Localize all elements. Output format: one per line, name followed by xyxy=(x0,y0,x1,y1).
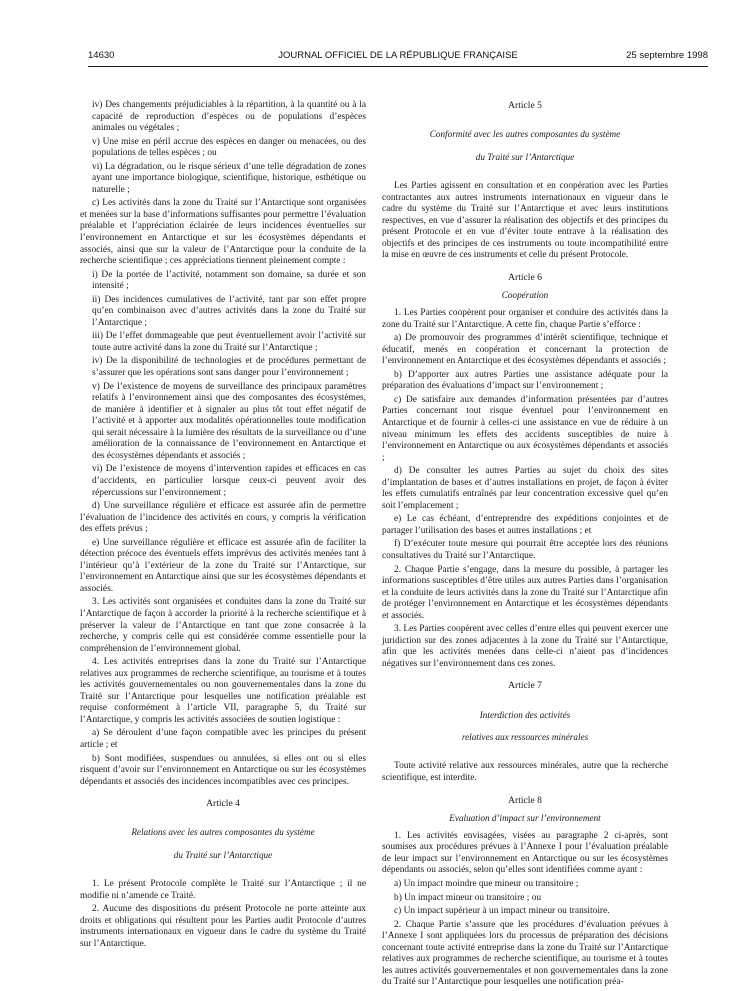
right-column xyxy=(382,100,668,991)
article-5-paragraph: Les Parties agissent en consultation et en coopération avec les Parties contractantes aux autres instruments internationaux en vigueur dans le cadre du système du Traité sur l’Antarctique et avec leurs institutions respectives, en vue d’assurer la réalisation des objectifs et des principes du présent Protocole et en vue d’éviter toute entrave à la réalisation des objectifs et des principes de ces instruments ou toute incompatibilité entre la mise en œuvre de ces instruments et celle du présent Protocole. xyxy=(382,181,668,261)
list-item: e) Le cas échéant, d’entreprendre des expéditions conjointes et de partager l’utilisation des bases et autres installations ; et xyxy=(382,514,668,536)
article-4-subtitle-line1: Relations avec les autres composantes du système xyxy=(131,827,315,838)
article-4-heading: Article 4 xyxy=(206,798,240,810)
page-number: 14630 xyxy=(88,50,115,61)
list-item: ii) Des incidences cumulatives de l’activité, tant par son effet propre qu’en combinaison avec d’autres activités dans la zone du Traité sur l’Antarctique ; xyxy=(92,294,366,328)
list-item: d) De consulter les autres Parties au sujet du choix des sites d’implantation de bases et d’autres installations en projet, de façon à éviter les effets cumulatifs entraînés par leur concentration excessive quel qu’en soit l’emplacement ; xyxy=(382,466,668,511)
article-4-subtitle-line2: du Traité sur l’Antarctique xyxy=(173,849,273,860)
paragraph-4: 4. Les activités entreprises dans la zone du Traité sur l’Antarctique relatives aux programmes de recherche scientifique, au tourisme et à toutes les activités gouvernementales ou non gouvernementales dans la zone du Traité sur l’Antarctique pour lesquelles une notification préalable est requise conformément à l’article VII, paragraphe 5, du Traité sur l’Antarctique, y compris les activités associées de soutien logistique : xyxy=(80,657,366,725)
article-6-paragraph-3: 3. Les Parties coopèrent avec celles d’entre elles qui peuvent exercer une juridiction sur des zones adjacentes à la zone du Traité sur l’Antarctique, afin que les activités menées dans celle-ci n’aient pas d’incidences négatives sur l’environnement dans ces zones. xyxy=(382,624,668,669)
list-item: iv) De la disponibilité de technologies et de procédures permettant de s’assurer que les opérations sont sans danger pour l’environnement ; xyxy=(92,356,366,379)
list-item: a) Un impact moindre que mineur ou transitoire ; xyxy=(394,878,579,889)
article-7-subtitle-line1: Interdiction des activités xyxy=(479,709,571,720)
list-item: b) D’apporter aux autres Parties une assistance adéquate pour la préparation des évaluations d’impact sur l’environnement ; xyxy=(382,369,668,392)
paragraph-4b: b) Sont modifiées, suspendues ou annulées, si elles ont ou si elles risquent d’avoir sur l’environnement en Antarctique ou sur les écosystèmes dépendants et associés des incidences incompatibles avec ces principes. xyxy=(80,753,366,787)
article-8-heading: Article 8 xyxy=(508,794,542,806)
paragraph-4a: a) Se déroulent d’une façon compatible avec les principes du présent article ; et xyxy=(80,728,366,750)
article-6-paragraph-2: 2. Chaque Partie s’engage, dans la mesure du possible, à partager les informations susceptibles d’être utiles aux autres Parties dans l’organisation et la conduite de leurs activités dans la zone du Traité sur l’Antarctique afin de protéger l’environnement en Antarctique et les écosystèmes dépendants et associés. xyxy=(382,564,668,621)
paragraph-c: c) Les activités dans la zone du Traité sur l’Antarctique sont organisées et menées sur la base d’informations suffisantes pour permettre l’évaluation préalable et l’appréciation éclairée de leurs incidences éventuelles sur l’environnement en Antarctique et sur les écosystèmes dépendants et associés, ainsi que sur la valeur de l’Antarctique pour la conduite de la recherche scientifique ; ces appréciations tiennent pleinement compte : xyxy=(80,198,366,267)
article-4-paragraph-1: 1. Le présent Protocole complète le Traité sur l’Antarctique ; il ne modifie ni n’amende ce Traité. xyxy=(80,879,366,901)
list-item: a) De promouvoir des programmes d’intérêt scientifique, technique et éducatif, menés en coopération et concernant la protection de l’environnement en Antarctique et des écosystèmes dépendants et associés ; xyxy=(382,333,668,367)
article-5-subtitle-line2: du Traité sur l’Antarctique xyxy=(475,151,575,162)
journal-title: JOURNAL OFFICIEL DE LA RÉPUBLIQUE FRANÇAISE xyxy=(278,50,518,61)
article-8-subtitle: Evaluation d’impact sur l’environnement xyxy=(449,812,601,823)
header-rule xyxy=(88,66,708,67)
article-5-subtitle-line1: Conformité avec les autres composantes du système xyxy=(429,129,621,140)
article-7-subtitle-line2: relatives aux ressources minérales xyxy=(461,732,589,743)
paragraph-e: e) Une surveillance régulière et efficace est assurée afin de faciliter la détection précoce des éventuels effets imprévus des activités menées tant à l’intérieur qu’à l’extérieur de la zone du Traité sur l’Antarctique, sur l’environnement en Antarctique ainsi que sur les écosystèmes dépendants et associés. xyxy=(80,537,366,594)
publication-date: 25 septembre 1998 xyxy=(626,50,708,61)
article-8-paragraph-2: 2. Chaque Partie s’assure que les procédures d’évaluation prévues à l’Annexe I sont appliquées lors du processus de préparation des décisions concernant toute activité entreprise dans la zone du Traité sur l’Antarctique relatives aux programmes de recherche scientifique, au tourisme et à toutes les autres activités gouvernementales et non gouvernementales dans la zone du Traité sur l’Antarctique pour lesquelles une notification préa- xyxy=(382,919,668,988)
article-8-paragraph-1: 1. Les activités envisagées, visées au paragraphe 2 ci-après, sont soumises aux procédures prévues à l’Annexe I pour l’évaluation préalable de leur impact sur l’environnement en Antarctique ou sur les écosystèmes dépendants ou associés, selon qu’elles sont identifiées comme ayant : xyxy=(382,830,668,876)
article-7-subtitle xyxy=(382,698,668,754)
article-6-heading: Article 6 xyxy=(508,271,542,283)
paragraph-3: 3. Les activités sont organisées et conduites dans la zone du Traité sur l’Antarctique de façon à accorder la priorité à la recherche scientifique et à préserver la valeur de l’Antarctique en tant que zone consacrée à la recherche, y compris celle qui est considérée comme essentielle pour la compréhension de l’environnement global. xyxy=(80,597,366,654)
list-item: iii) De l’effet dommageable que peut éventuellement avoir l’activité sur toute autre activité dans la zone du Traité sur l’Antarctique ; xyxy=(92,331,366,353)
list-item: f) D’exécuter toute mesure qui pourrait être acceptée lors des réunions consultatives du Traité sur l’Antarctique. xyxy=(382,539,668,561)
article-5-heading: Article 5 xyxy=(508,100,542,111)
article-6-subtitle: Coopération xyxy=(501,289,549,300)
article-7-heading: Article 7 xyxy=(508,680,542,692)
paragraph-d: d) Une surveillance régulière et efficace est assurée afin de permettre l’évaluation de l’incidence des activités en cours, y compris la vérification des effets prévus ; xyxy=(80,501,366,535)
list-item: i) De la portée de l’activité, notamment son domaine, sa durée et son intensité ; xyxy=(92,269,366,292)
list-item: vi) La dégradation, ou le risque sérieux d’une telle dégradation de zones ayant une importance biologique, scientifique, historique, esthétique ou naturelle ; xyxy=(92,161,366,195)
page-header xyxy=(88,50,708,64)
list-item: v) Une mise en péril accrue des espèces en danger ou menacées, ou des populations de telles espèces ; ou xyxy=(92,136,366,159)
article-7-paragraph: Toute activité relative aux ressources minérales, autre que la recherche scientifique, est interdite. xyxy=(382,761,668,784)
list-item: vi) De l’existence de moyens d’intervention rapides et efficaces en cas d’accidents, en particulier lorsque ceux-ci peuvent avoir des répercussions sur l’environnement ; xyxy=(92,464,366,498)
article-5-subtitle xyxy=(382,118,668,174)
article-4-paragraph-2: 2. Aucune des dispositions du présent Protocole ne porte atteinte aux droits et obligations qui résultent pour les Parties audit Protocole d’autres instruments internationaux en vigueur dans le cadre du système du Traité sur l’Antarctique. xyxy=(80,904,366,949)
list-item: b) Un impact mineur ou transitoire ; ou xyxy=(394,892,542,903)
list-item: v) De l’existence de moyens de surveillance des principaux paramètres relatifs à l’environnement ainsi que des composantes des écosystèmes, de manière à identifier et à signaler au plus tôt tout effet négatif de l’activité et à apporter aux modalités opérationnelles toute modification qui serait nécessaire à la lumière des résultats de la surveillance ou d’une amélioration de la connaissance de l’environnement en Antarctique et des écosystèmes dépendants et associés ; xyxy=(92,381,366,461)
article-4-subtitle xyxy=(80,816,366,872)
list-item: c) De satisfaire aux demandes d’information présentées par d’autres Parties concernant tout risque éventuel pour l’environnement en Antarctique et de fournir à celles-ci une assistance en vue de réduire à un niveau minimum les effets des accidents susceptibles de nuire à l’environnement en Antarctique ou aux écosystèmes dépendants et associés ; xyxy=(382,394,668,463)
list-item: c) Un impact supérieur à un impact mineur ou transitoire. xyxy=(394,906,610,917)
article-6-paragraph-1: 1. Les Parties coopèrent pour organiser et conduire des activités dans la zone du Traité sur l’Antarctique. A cette fin, chaque Partie s’efforce : xyxy=(382,308,668,330)
list-item: iv) Des changements préjudiciables à la répartition, à la quantité ou à la capacité de reproduction d’espèces ou de populations d’espèces animales ou végétales ; xyxy=(92,100,366,134)
left-column xyxy=(80,100,366,952)
